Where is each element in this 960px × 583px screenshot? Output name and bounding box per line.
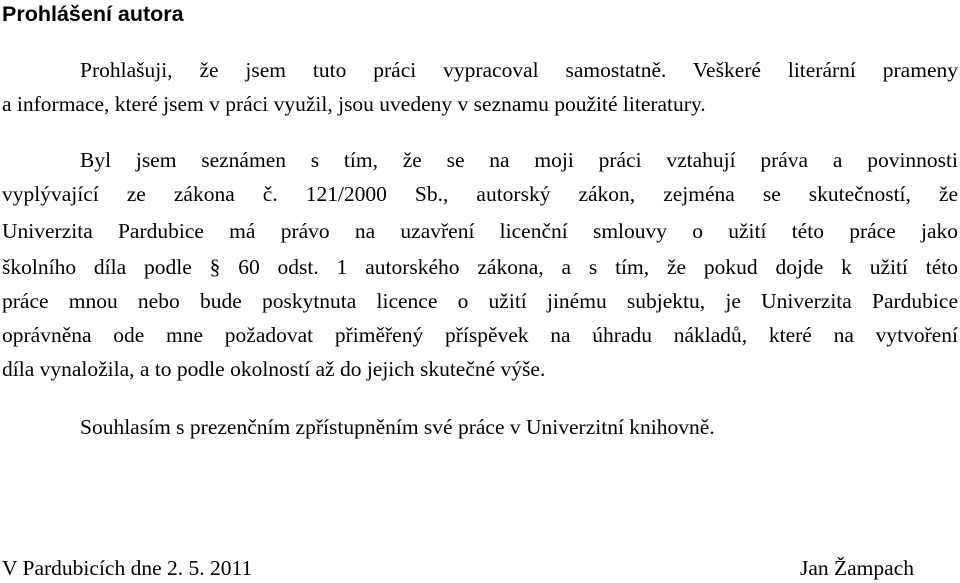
paragraph-2-line-1: Byl jsem seznámen s tím, že se na moji práci vztahují práva a povinnosti bbox=[80, 148, 958, 172]
page-title: Prohlášení autora bbox=[2, 2, 184, 26]
signature-name: Jan Žampach bbox=[799, 556, 914, 580]
paragraph-2-line-7: díla vynaložila, a to podle okolností až do jejich skutečné výše. bbox=[2, 357, 546, 381]
paragraph-2-line-2: vyplývající ze zákona č. 121/2000 Sb., autorský zákon, zejména se skutečností, že bbox=[2, 182, 958, 206]
paragraph-2-line-3: Univerzita Pardubice má právo na uzavření licenční smlouvy o užití této práce jako bbox=[2, 219, 958, 243]
signature-place-date: V Pardubicích dne 2. 5. 2011 bbox=[2, 556, 253, 580]
paragraph-1-line-2: a informace, které jsem v práci využil, jsou uvedeny v seznamu použité literatury. bbox=[2, 92, 706, 116]
paragraph-2-line-4: školního díla podle § 60 odst. 1 autorského zákona, a s tím, že pokud dojde k užití této bbox=[2, 255, 958, 279]
paragraph-2-line-6: oprávněna ode mne požadovat přiměřený příspěvek na úhradu nákladů, které na vytvoření bbox=[2, 323, 958, 347]
paragraph-1-line-1: Prohlašuji, že jsem tuto práci vypracoval samostatně. Veškeré literární prameny bbox=[80, 58, 958, 82]
paragraph-2-line-5: práce mnou nebo bude poskytnuta licence o užití jinému subjektu, je Univerzita Pardubice bbox=[2, 289, 958, 313]
paragraph-3-line-1: Souhlasím s prezenčním zpřístupněním své práce v Univerzitní knihovně. bbox=[80, 415, 715, 439]
